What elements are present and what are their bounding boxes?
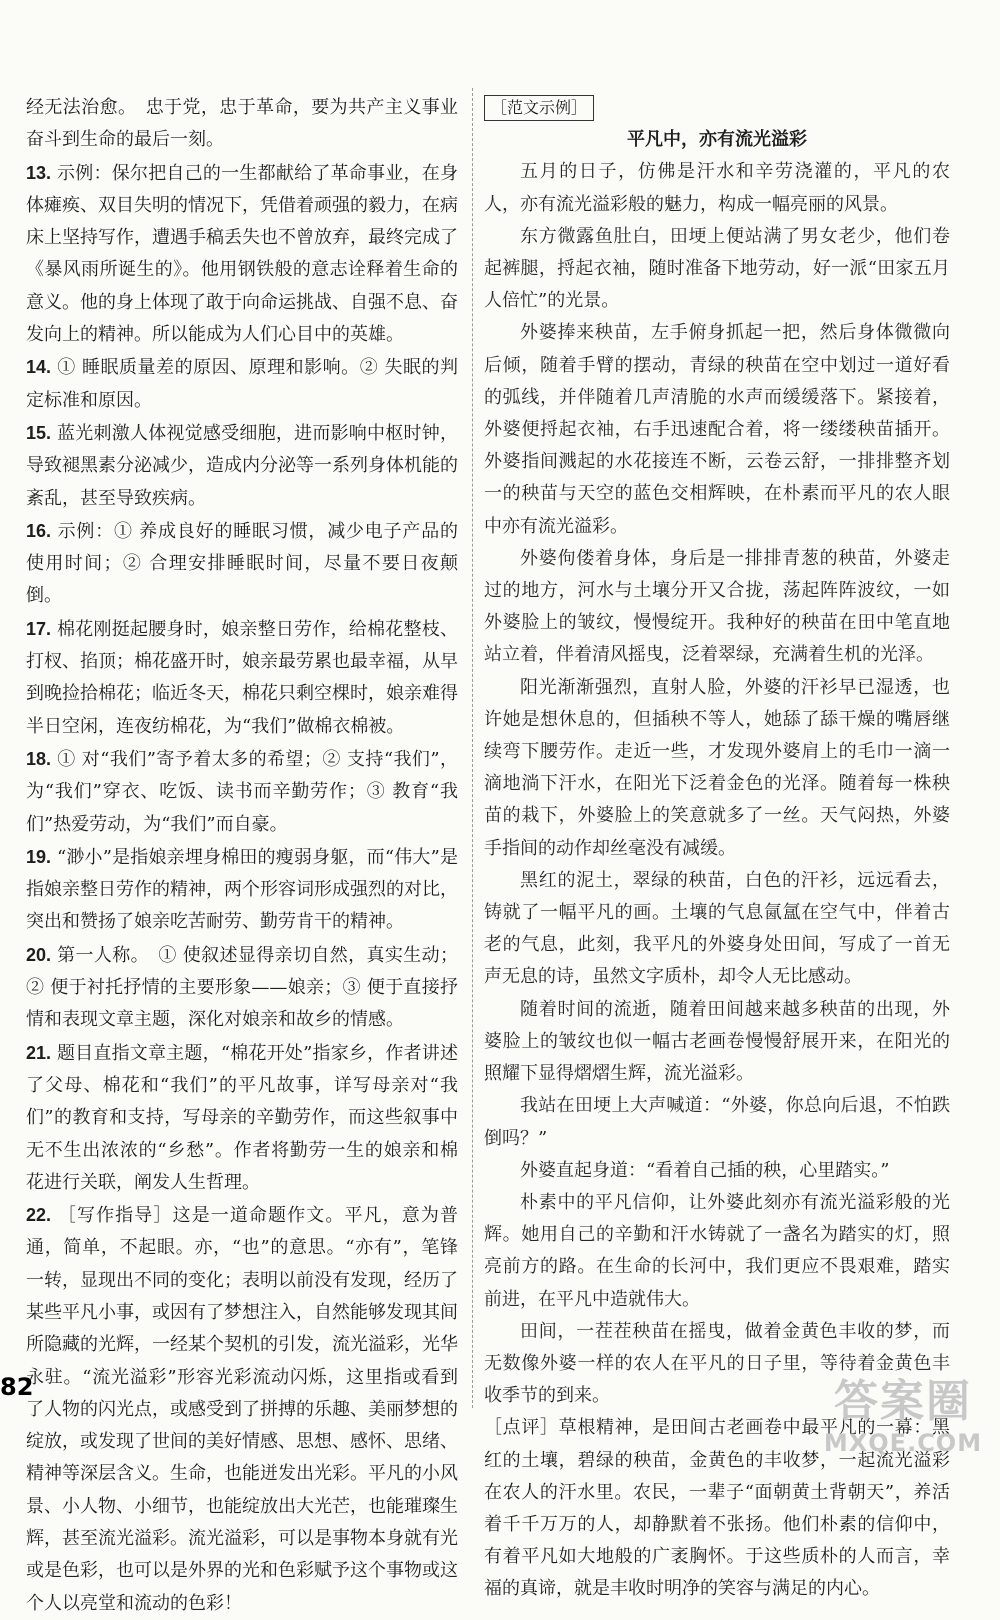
item-number: 14.	[26, 357, 52, 378]
item-number: 18.	[26, 748, 52, 769]
answer-item-12-cont: 经无法治愈。 忠于党，忠于革命，要为共产主义事业奋斗到生命的最后一刻。	[26, 97, 458, 151]
item-number: 13.	[26, 162, 52, 183]
essay-paragraph: 外婆捧来秧苗，左手俯身抓起一把，然后身体微微向后倾，随着手臂的摆动，青绿的秧苗在空中划过一道好看的弧线，并伴随着几声清脆的水声而缓缓落下。紧接着，外婆便捋起衣袖，右手迅速配合着，将一缕缕秧苗插开。外婆指间溅起的水花接连不断，云卷云舒，一排排整齐划一的秧苗与天空的蓝色交相辉映，在朴素而平凡的农人眼中亦有流光溢彩。	[484, 322, 950, 537]
item-number: 20.	[26, 944, 52, 965]
answer-item-17: 17. 棉花刚挺起腰身时，娘亲整日劳作，给棉花整枝、打杈、掐顶；棉花盛开时，娘亲最劳累也最幸福，从早到晚捡拾棉花；临近冬天，棉花只剩空棵时，娘亲难得半日空闲，连夜纺棉花，为“我们”做棉衣棉被。	[26, 618, 458, 737]
essay-paragraph: 黑红的泥土，翠绿的秧苗，白色的汗衫，远远看去，铸就了一幅平凡的画。土壤的气息氤氲在空气中，伴着古老的气息，此刻，我平凡的外婆身处田间，写成了一首无声无息的诗，虽然文字质朴，却令人无比感动。	[484, 869, 950, 988]
answer-item-15: 15. 蓝光刺激人体视觉感受细胞，进而影响中枢时钟，导致褪黑素分泌减少，造成内分泌等一系列身体机能的紊乱，甚至导致疾病。	[26, 422, 458, 509]
item-number: 22.	[26, 1205, 52, 1226]
site-watermark	[818, 1376, 988, 1466]
essay-paragraph: 随着时间的流逝，随着田间越来越多秧苗的出现，外婆脸上的皱纹也似一幅古老画卷慢慢舒展开来，在阳光的照耀下显得熠熠生辉，流光溢彩。	[484, 998, 950, 1085]
essay-paragraph: 五月的日子，仿佛是汗水和辛劳浇灌的，平凡的农人，亦有流光溢彩般的魅力，构成一幅亮丽的风景。	[484, 161, 950, 215]
left-answer-column	[26, 92, 458, 1620]
answer-item-19: 19. “渺小”是指娘亲埋身棉田的瘦弱身躯，而“伟大”是指娘亲整日劳作的精神，两个形容词形成强烈的对比，突出和赞扬了娘亲吃苦耐劳、勤劳肯干的精神。	[26, 846, 458, 933]
answer-item-21: 21. 题目直指文章主题，“棉花开处”指家乡，作者讲述了父母、棉花和“我们”的平凡故事，详写母亲对“我们”的教育和支持，写母亲的辛勤劳作，而这些叙事中无不生出浓浓的“乡愁”。作者将勤劳一生的娘亲和棉花进行关联，阐发人生哲理。	[26, 1042, 458, 1193]
essay-comment: ［点评］草根精神，是田间古老画卷中最平凡的一幕：黑红的土壤，碧绿的秧苗，金黄色的丰收梦，一起流光溢彩在农人的汗水里。农民，一辈子“面朝黄土背朝天”，养活着千千万万的人，却静默着不张扬。他们朴素的信仰中，有着平凡如大地般的广袤胸怀。于这些质朴的人而言，幸福的真谛，就是丰收时明净的笑容与满足的内心。	[484, 1417, 950, 1600]
item-number: 19.	[26, 846, 52, 867]
item-number: 16.	[26, 520, 52, 541]
item-number: 15.	[26, 422, 52, 443]
model-essay-tag: ［范文示例］	[484, 95, 594, 121]
essay-paragraph: 东方微露鱼肚白，田埂上便站满了男女老少，他们卷起裤腿，捋起衣袖，随时准备下地劳动，好一派“田家五月人倍忙”的光景。	[484, 225, 950, 312]
essay-paragraph: 外婆佝偻着身体，身后是一排排青葱的秧苗，外婆走过的地方，河水与土壤分开又合拢，荡起阵阵波纹，一如外婆脸上的皱纹，慢慢绽开。我种好的秧苗在田中笔直地站立着，伴着清风摇曳，泛着翠绿，充满着生机的光泽。	[484, 547, 950, 666]
essay-paragraph: 阳光渐渐强烈，直射人脸，外婆的汗衫早已湿透，也许她是想休息的，但插秧不等人，她舔了舔干燥的嘴唇继续弯下腰劳作。走近一些，才发现外婆肩上的毛巾一滴一滴地淌下汗水，在阳光下泛着金色的光泽。随着每一株秧苗的栽下，外婆脸上的笑意就多了一丝。天气闷热，外婆手指间的动作却丝毫没有减缓。	[484, 676, 950, 859]
essay-paragraph: 朴素中的平凡信仰，让外婆此刻亦有流光溢彩般的光辉。她用自己的辛勤和汗水铸就了一盏名为踏实的灯，照亮前方的路。在生命的长河中，我们更应不畏艰难，踏实前进，在平凡中造就伟大。	[484, 1191, 950, 1310]
item-number: 21.	[26, 1042, 52, 1063]
answer-item-20: 20. 第一人称。 ① 使叙述显得亲切自然，真实生动；② 便于衬托抒情的主要形象——娘亲；③ 便于直接抒情和表现文章主题，深化对娘亲和故乡的情感。	[26, 944, 458, 1031]
watermark-url: MXQE.COM	[823, 1429, 983, 1457]
watermark-logo-text: 答案圈	[834, 1376, 972, 1427]
answer-item-22: 22. ［写作指导］这是一道命题作文。平凡，意为普通，简单，不起眼。亦，“也”的意思。“亦有”，笔锋一转，显现出不同的变化；表明以前没有发现，经历了某些平凡小事，或因有了梦想注入，自然能够发现其间所隐藏的光辉，一经某个契机的引发，流光溢彩，光华永驻。“流光溢彩”形容光彩流动闪烁，这里指或看到了人物的闪光点，或感受到了拼搏的乐趣、美丽梦想的绽放，或发现了世间的美好情感、思想、感怀、思绪、精神等深层含义。生命，也能迸发出光彩。平凡的小风景、小人物、小细节，也能绽放出大光芒，也能璀璨生辉，甚至流光溢彩。流光溢彩，可以是事物本身就有光或是色彩，也可以是外界的光和色彩赋予这个事物或这个人以亮堂和流动的色彩！	[26, 1205, 458, 1614]
essay-title: 平凡中，亦有流光溢彩	[627, 129, 807, 151]
item-number: 17.	[26, 618, 52, 639]
page-number: 82	[0, 1373, 34, 1401]
essay-paragraph: 外婆直起身道：“看着自己插的秧，心里踏实。”	[520, 1159, 890, 1181]
answer-item-14: 14. ① 睡眠质量差的原因、原理和影响。② 失眠的判定标准和原因。	[26, 357, 458, 411]
answer-item-13: 13. 示例：保尔把自己的一生都献给了革命事业，在身体瘫痪、双目失明的情况下，凭借着顽强的毅力，在病床上坚持写作，遭遇手稿丢失也不曾放弃，最终完成了《暴风雨所诞生的》。他用钢铁般的意志诠释着生命的意义。他的身上体现了敢于向命运挑战、自强不息、奋发向上的精神。所以能成为人们心目中的英雄。	[26, 162, 458, 346]
answer-item-18: 18. ① 对“我们”寄予着太多的希望；② 支持“我们”，为“我们”穿衣、吃饭、读书而辛勤劳作；③ 教育“我们”热爱劳动，为“我们”而自豪。	[26, 748, 458, 835]
answer-item-16: 16. 示例：① 养成良好的睡眠习惯，减少电子产品的使用时间；② 合理安排睡眠时间，尽量不要日夜颠倒。	[26, 520, 458, 607]
column-divider	[472, 88, 473, 1408]
essay-paragraph: 我站在田埂上大声喊道：“外婆，你总向后退，不怕跌倒吗？”	[484, 1095, 950, 1149]
essay-paragraph: 田间，一茬茬秧苗在摇曳，做着金黄色丰收的梦，而无数像外婆一样的农人在平凡的日子里，等待着金黄色丰收季节的到来。	[484, 1320, 950, 1407]
